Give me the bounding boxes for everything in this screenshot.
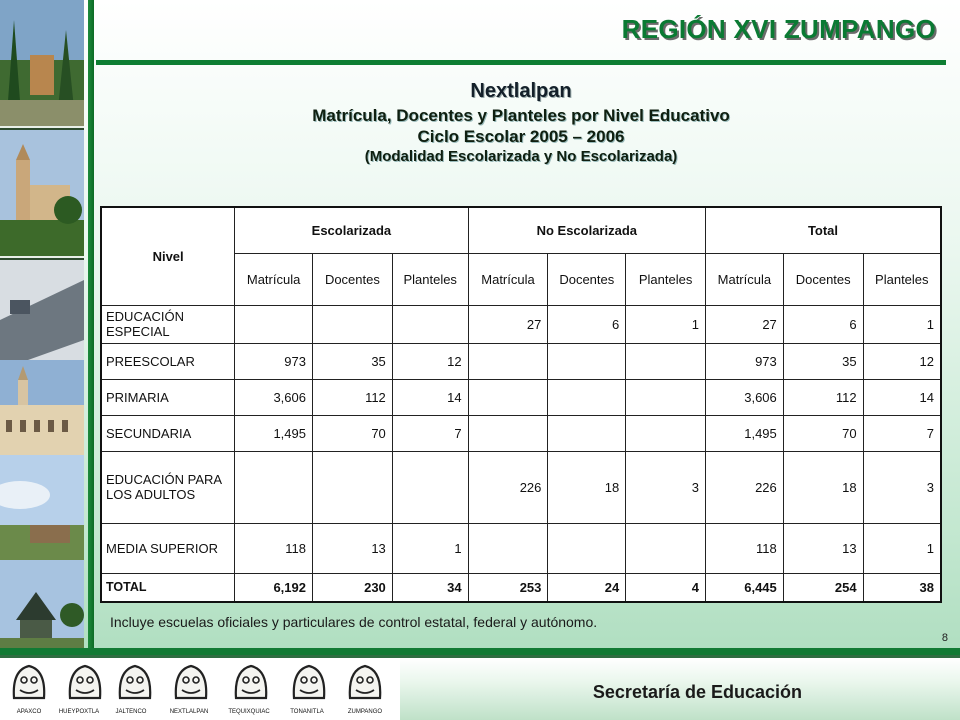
table-cell — [548, 415, 626, 451]
total-cell: 24 — [548, 573, 626, 602]
table-cell: 1 — [863, 305, 941, 343]
table-cell: 3 — [626, 451, 706, 523]
table-total-row — [101, 573, 941, 602]
table-cell: 973 — [235, 343, 313, 379]
municipal-label: HUEYPOXTLA — [58, 709, 100, 715]
subheader-matricula: Matrícula — [468, 253, 548, 305]
table-cell — [468, 523, 548, 573]
region-title: REGIÓN XVI ZUMPANGO — [621, 14, 936, 44]
total-cell: 254 — [783, 573, 863, 602]
total-label: TOTAL — [101, 573, 235, 602]
total-cell: 230 — [313, 573, 393, 602]
table-cell — [626, 379, 706, 415]
school-cycle: Ciclo Escolar 2005 – 2006 — [417, 127, 625, 146]
table-cell: 1,495 — [235, 415, 313, 451]
total-cell: 34 — [392, 573, 468, 602]
table-cell: 973 — [705, 343, 783, 379]
table-cell: 3 — [863, 451, 941, 523]
table-row — [101, 343, 941, 379]
table-cell — [626, 415, 706, 451]
subheader-matricula: Matrícula — [235, 253, 313, 305]
row-level-label: MEDIA SUPERIOR — [101, 523, 235, 573]
table-cell: 6 — [783, 305, 863, 343]
table-cell: 1 — [626, 305, 706, 343]
table-cell — [235, 305, 313, 343]
table-cell: 18 — [783, 451, 863, 523]
table-cell — [392, 305, 468, 343]
page-number: 8 — [941, 632, 948, 644]
table-cell — [468, 343, 548, 379]
header-nivel: Nivel — [101, 207, 235, 305]
table-cell: 35 — [313, 343, 393, 379]
table-cell: 7 — [392, 415, 468, 451]
header-divider — [96, 60, 946, 65]
municipal-glyph-icon — [8, 662, 50, 702]
table-cell — [468, 415, 548, 451]
table-cell — [313, 305, 393, 343]
municipal-label: APAXCO — [16, 709, 42, 715]
header-escolarizada: Escolarizada — [235, 207, 468, 253]
table-row — [101, 523, 941, 573]
municipality-title: Nextlalpan — [470, 80, 572, 102]
subheader-planteles: Planteles — [392, 253, 468, 305]
table-cell: 118 — [705, 523, 783, 573]
table-cell: 12 — [392, 343, 468, 379]
table-cell — [468, 379, 548, 415]
table-cell: 7 — [863, 415, 941, 451]
total-cell: 4 — [626, 573, 706, 602]
table-cell: 112 — [783, 379, 863, 415]
subheader-docentes: Docentes — [313, 253, 393, 305]
footer-accent-line — [0, 648, 960, 655]
table-cell — [313, 451, 393, 523]
table-cell: 35 — [783, 343, 863, 379]
table-row — [101, 451, 941, 523]
photo-church — [0, 130, 84, 258]
table-cell: 14 — [392, 379, 468, 415]
table-cell: 12 — [863, 343, 941, 379]
table-cell — [548, 523, 626, 573]
table-cell: 6 — [548, 305, 626, 343]
municipal-label: NEXTLALPAN — [169, 709, 209, 715]
table-cell: 27 — [468, 305, 548, 343]
municipal-glyph-icon — [230, 662, 272, 702]
table-cell: 13 — [313, 523, 393, 573]
enrollment-table — [100, 206, 942, 603]
vertical-accent-line — [88, 0, 94, 655]
table-cell: 226 — [705, 451, 783, 523]
photo-strip — [0, 0, 84, 655]
municipal-glyph-icon — [64, 662, 106, 702]
total-cell: 6,192 — [235, 573, 313, 602]
table-cell: 18 — [548, 451, 626, 523]
table-cell: 70 — [313, 415, 393, 451]
subheader-planteles: Planteles — [863, 253, 941, 305]
table-cell: 1 — [392, 523, 468, 573]
municipal-label: TONANITLA — [290, 709, 324, 715]
modality-note: (Modalidad Escolarizada y No Escolarizada) — [364, 148, 678, 165]
row-level-label: PRIMARIA — [101, 379, 235, 415]
table-cell: 226 — [468, 451, 548, 523]
table-cell — [626, 523, 706, 573]
photo-kiosk — [0, 560, 84, 655]
table-cell: 14 — [863, 379, 941, 415]
header-no-escolarizada: No Escolarizada — [468, 207, 705, 253]
total-cell: 38 — [863, 573, 941, 602]
photo-plaza — [0, 0, 84, 128]
table-row — [101, 415, 941, 451]
table-cell — [392, 451, 468, 523]
municipal-glyph-icon — [344, 662, 386, 702]
table-cell: 112 — [313, 379, 393, 415]
table-cell: 3,606 — [235, 379, 313, 415]
table-cell: 27 — [705, 305, 783, 343]
total-cell: 6,445 — [705, 573, 783, 602]
subheader-docentes: Docentes — [783, 253, 863, 305]
table-row — [101, 379, 941, 415]
row-level-label: EDUCACIÓN ESPECIAL — [101, 305, 235, 343]
subheader-docentes: Docentes — [548, 253, 626, 305]
table-cell — [235, 451, 313, 523]
row-level-label: PREESCOLAR — [101, 343, 235, 379]
table-cell: 13 — [783, 523, 863, 573]
footnote: Incluye escuelas oficiales y particulares de control estatal, federal y autónomo. — [110, 614, 598, 630]
municipal-glyph-icon — [288, 662, 330, 702]
row-level-label: SECUNDARIA — [101, 415, 235, 451]
total-cell: 253 — [468, 573, 548, 602]
subheader-planteles: Planteles — [626, 253, 706, 305]
municipal-glyph-icon — [170, 662, 212, 702]
subheader-matricula: Matrícula — [705, 253, 783, 305]
municipal-label: JALTENCO — [115, 709, 147, 715]
table-cell: 1,495 — [705, 415, 783, 451]
municipal-glyph-icon — [114, 662, 156, 702]
secretaria-label: Secretaría de Educación — [592, 682, 802, 702]
municipal-label: TEQUIXQUIAC — [228, 709, 270, 715]
table-cell: 118 — [235, 523, 313, 573]
table-cell: 3,606 — [705, 379, 783, 415]
table-cell: 70 — [783, 415, 863, 451]
header-total: Total — [705, 207, 941, 253]
table-cell — [548, 379, 626, 415]
row-level-label: EDUCACIÓN PARA LOS ADULTOS — [101, 451, 235, 523]
municipal-label: ZUMPANGO — [347, 709, 383, 715]
table-row — [101, 305, 941, 343]
table-cell — [626, 343, 706, 379]
table-cell — [548, 343, 626, 379]
headings — [96, 80, 946, 165]
report-subtitle: Matrícula, Docentes y Planteles por Nivel Educativo — [312, 106, 730, 125]
table-cell: 1 — [863, 523, 941, 573]
table-header-row — [101, 207, 941, 253]
